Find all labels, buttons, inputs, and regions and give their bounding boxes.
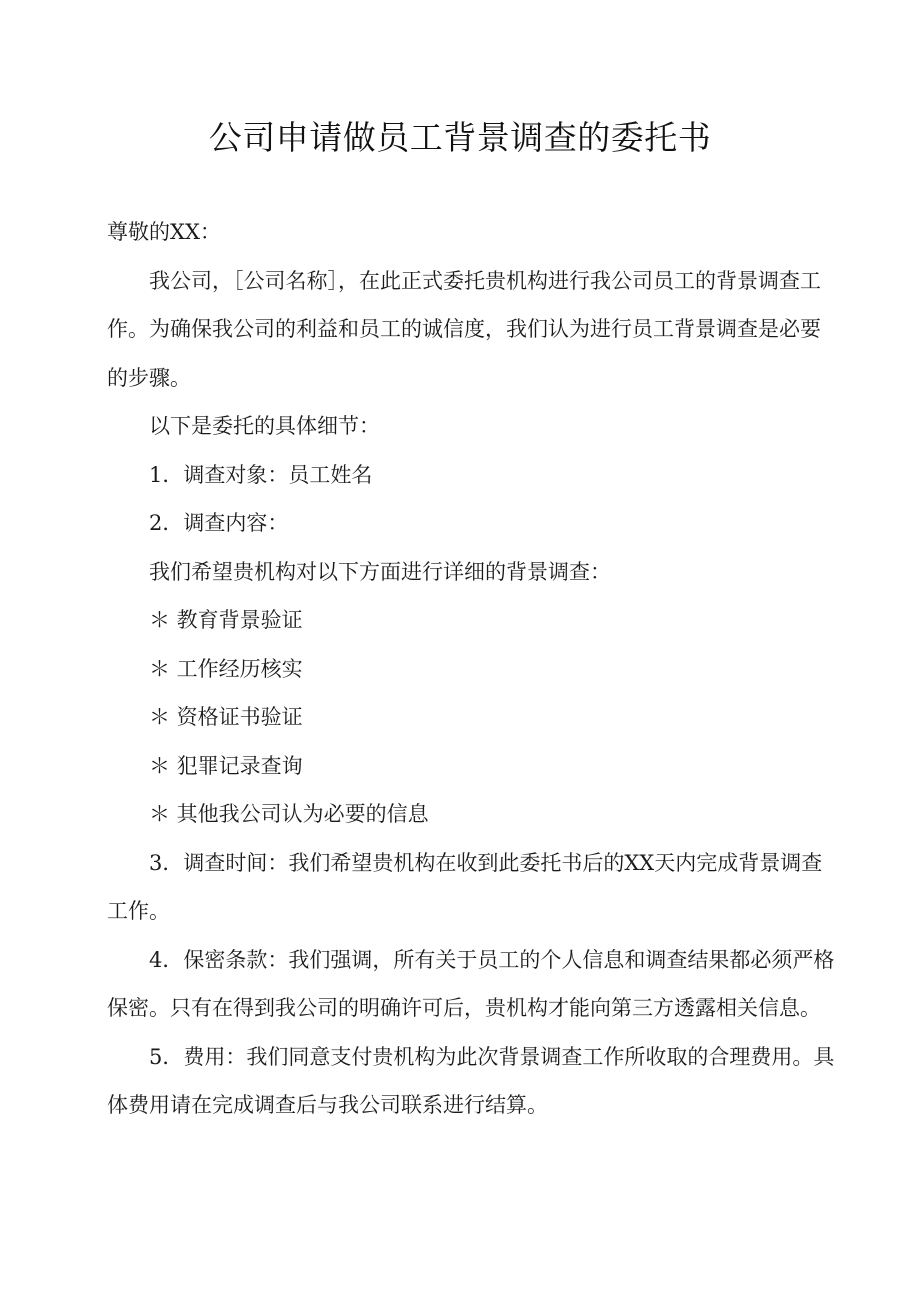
item-subject: 1．调查对象：员工姓名 <box>149 462 373 487</box>
item-confidentiality: 4．保密条款：我们强调，所有关于员工的个人信息和调查结果都必须严格保密。只有在得到我公司的明确许可后，贵机构才能向第三方透露相关信息。 <box>107 947 835 1020</box>
item-content: 2．调查内容： <box>149 511 289 535</box>
item-timeline: 3．调查时间：我们希望贵机构在收到此委托书后的XX天内完成背景调查工作。 <box>107 850 823 923</box>
bullet-other-info: ＊ 其他我公司认为必要的信息 <box>149 802 429 826</box>
document-body <box>107 208 837 1130</box>
item-fees: 5．费用：我们同意支付贵机构为此次背景调查工作所收取的合理费用。具体费用请在完成调查后与我公司联系进行结算。 <box>107 1044 835 1117</box>
details-heading: 以下是委托的具体细节： <box>149 414 380 438</box>
document-title: 公司申请做员工背景调查的委托书 <box>208 118 712 157</box>
bullet-work-history: ＊ 工作经历核实 <box>149 656 303 681</box>
intro-paragraph: 我公司，［公司名称］，在此正式委托贵机构进行我公司员工的背景调查工作。为确保我公司的利益和员工的诚信度，我们认为进行员工背景调查是必要的步骤。 <box>107 268 821 390</box>
bullet-education: ＊ 教育背景验证 <box>149 608 303 632</box>
content-intro: 我们希望贵机构对以下方面进行详细的背景调查： <box>149 559 611 584</box>
salutation: 尊敬的XX： <box>107 220 221 244</box>
bullet-certificates: ＊ 资格证书验证 <box>149 705 303 729</box>
bullet-criminal-record: ＊ 犯罪记录查询 <box>149 753 303 778</box>
